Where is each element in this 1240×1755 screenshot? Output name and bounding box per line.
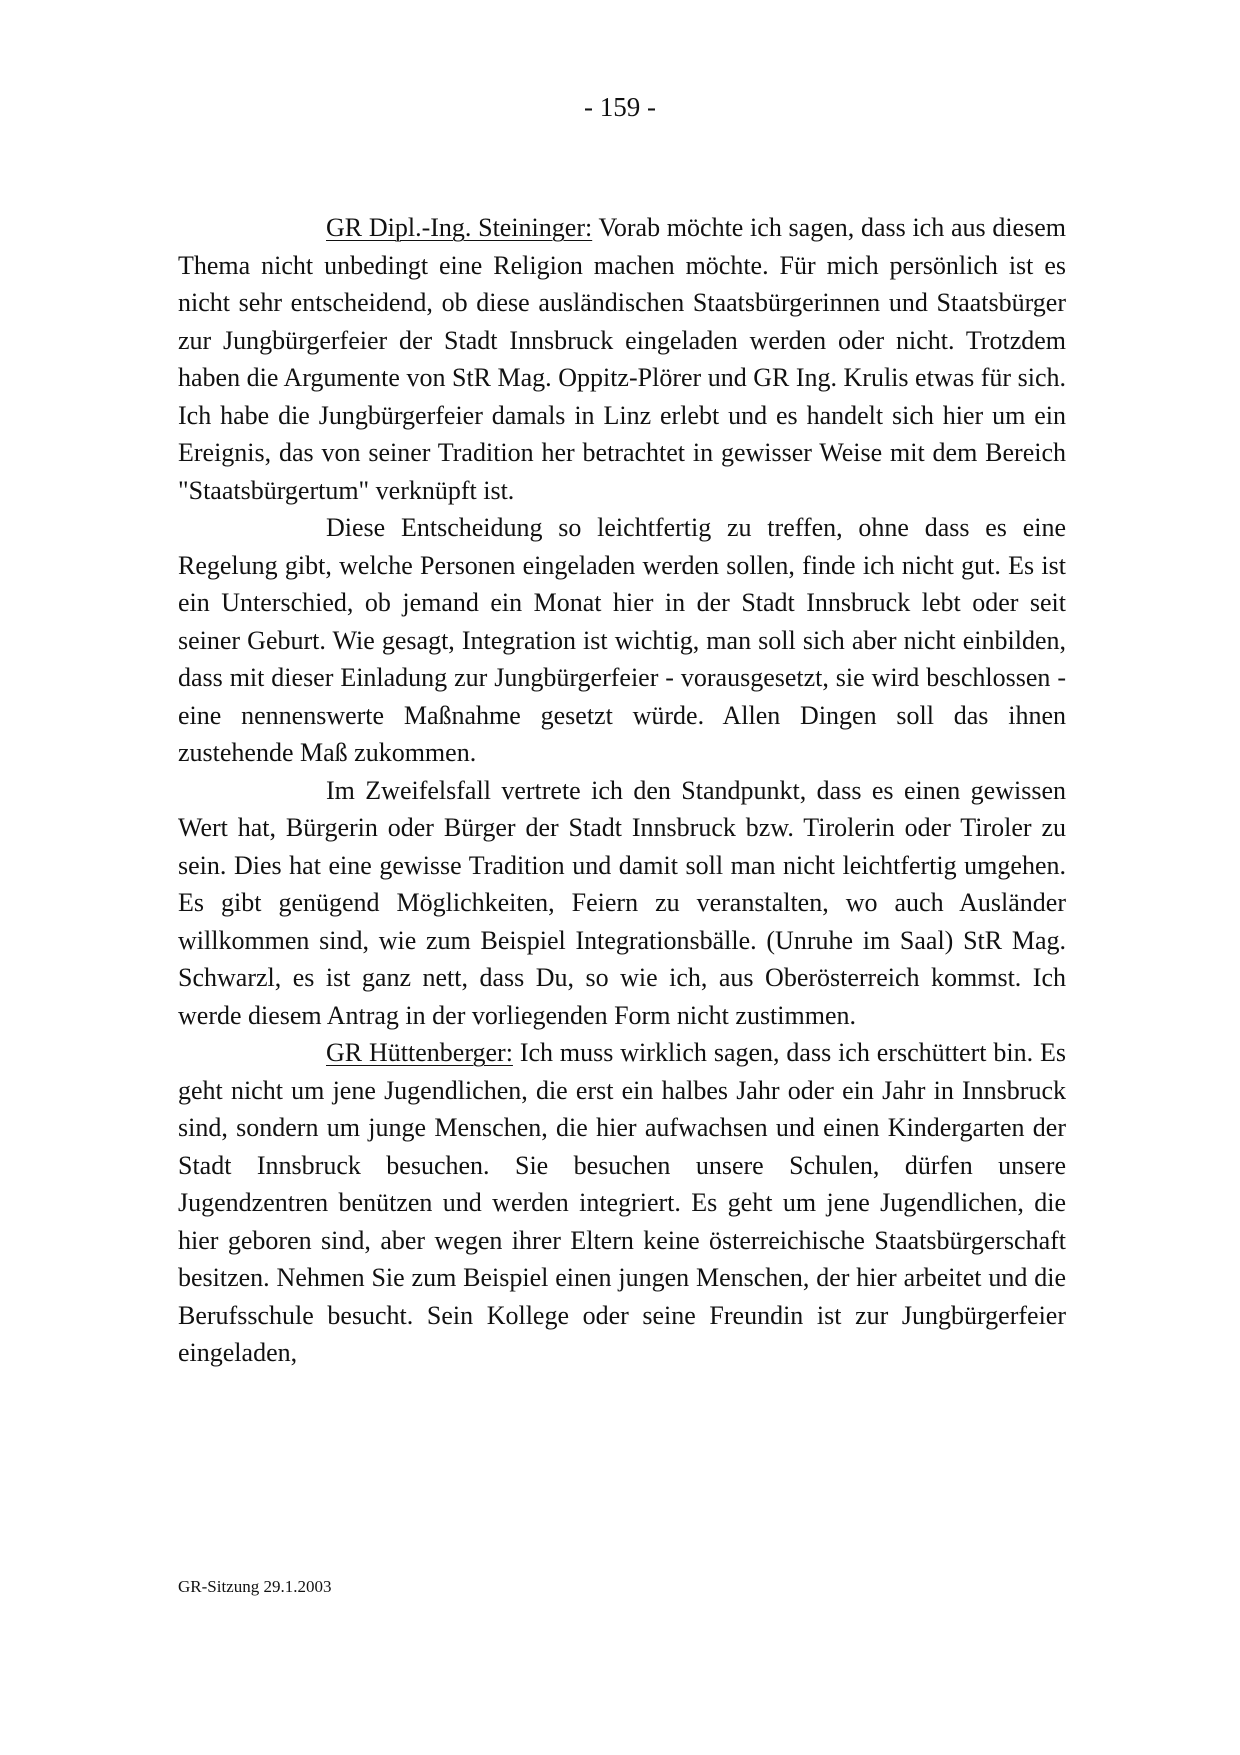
paragraph-text: Diese Entscheidung so leichtfertig zu treffen, ohne dass es eine Regelung gibt, welche Personen eingeladen werden sollen, finde ich nicht gut. Es ist ein Unterschied, ob jemand ein Monat hier in der Stadt Innsbruck lebt oder seit seiner Geburt. Wie gesagt, Integration ist wichtig, man soll sich aber nicht einbilden, dass mit dieser Einladung zur Jungbürgerfeier - vorausgesetzt, sie wird beschlossen - eine nennenswerte Maßnahme gesetzt würde. Allen Dingen soll das ihnen zustehende Maß zukommen. [178,513,1066,767]
paragraph-text: Im Zweifelsfall vertrete ich den Standpunkt, dass es einen gewissen Wert hat, Bürgerin oder Bürger der Stadt Innsbruck bzw. Tirolerin oder Tiroler zu sein. Dies hat eine gewisse Tradition und damit soll man nicht leichtfertig umgehen. Es gibt genügend Möglichkeiten, Feiern zu veranstalten, wo auch Ausländer willkommen sind, wie zum Beispiel Integrationsbälle. (Unruhe im Saal) StR Mag. Schwarzl, es ist ganz nett, dass Du, so wie ich, aus Oberösterreich kommst. Ich werde diesem Antrag in der vorliegenden Form nicht zustimmen. [178,775,1066,1030]
document-body [178,209,1066,1372]
paragraph-text: Vorab möchte ich sagen, dass ich aus diesem Thema nicht unbedingt eine Religion machen möchte. Für mich persönlich ist es nicht sehr entscheidend, ob diese ausländischen Staatsbürgerinnen und Staatsbürger zur Jungbürgerfeier der Stadt Innsbruck eingeladen werden oder nicht. Trotzdem haben die Argumente von StR Mag. Oppitz-Plörer und GR Ing. Krulis etwas für sich. Ich habe die Jungbürgerfeier damals in Linz erlebt und es handelt sich hier um ein Ereignis, das von seiner Tradition her betrachtet in gewisser Weise mit dem Bereich "Staatsbürgertum" verknüpft ist. [178,213,1066,505]
paragraph [178,772,1066,1035]
paragraph [178,509,1066,772]
paragraph [178,1034,1066,1372]
paragraph-text: Ich muss wirklich sagen, dass ich erschüttert bin. Es geht nicht um jene Jugendlichen, die erst ein halbes Jahr oder ein Jahr in Innsbruck sind, sondern um junge Menschen, die hier aufwachsen und einen Kindergarten der Stadt Innsbruck besuchen. Sie besuchen unsere Schulen, dürfen unsere Jugendzentren benützen und werden integriert. Es geht um jene Jugendlichen, die hier geboren sind, aber wegen ihrer Eltern keine österreichische Staatsbürgerschaft besitzen. Nehmen Sie zum Beispiel einen jungen Menschen, der hier arbeitet und die Berufsschule besucht. Sein Kollege oder seine Freundin ist zur Jungbürgerfeier eingeladen, [178,1038,1066,1367]
page-number: - 159 - [584,92,656,122]
speaker-name: GR Hüttenberger: [326,1038,513,1067]
footer-session-date: GR-Sitzung 29.1.2003 [178,1577,332,1596]
paragraph [178,209,1066,509]
speaker-name: GR Dipl.-Ing. Steininger: [326,213,593,242]
